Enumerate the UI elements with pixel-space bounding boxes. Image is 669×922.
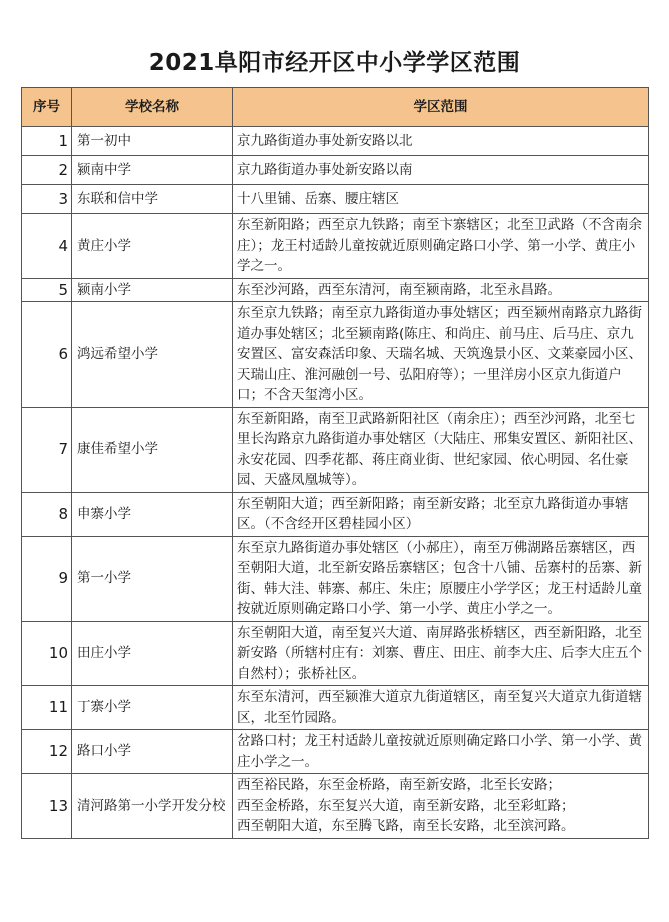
row-number: 2 bbox=[22, 156, 72, 185]
district-range: 东至京九铁路；南至京九路街道办事处辖区；西至颍州南路京九路街道办事处辖区；北至颍南路(陈庄、和尚庄、前马庄、后马庄、京九安置区、富安森活印象、天瑞名城、天筑逸景小区、文莱豪园小区、天瑞山庄、淮河融创一号、弘阳府等）；一里洋房小区京九街道户口；不含天玺湾小区。 bbox=[233, 302, 649, 408]
district-range: 东至朝阳大道，南至复兴大道、南屏路张桥辖区，西至新阳路，北至新安路（所辖村庄有：刘寨、曹庄、田庄、前李大庄、后李大庄五个自然村）；张桥社区。 bbox=[233, 621, 649, 686]
school-name: 路口小学 bbox=[72, 730, 233, 774]
header-district-range: 学区范围 bbox=[233, 88, 649, 127]
district-range: 京九路街道办事处新安路以南 bbox=[233, 156, 649, 185]
school-name: 颍南中学 bbox=[72, 156, 233, 185]
table-row bbox=[22, 492, 649, 536]
table-row bbox=[22, 730, 649, 774]
row-number: 13 bbox=[22, 774, 72, 839]
table-row bbox=[22, 536, 649, 621]
table-row bbox=[22, 774, 649, 839]
school-district-table bbox=[21, 87, 649, 839]
header-number: 序号 bbox=[22, 88, 72, 127]
table-row bbox=[22, 302, 649, 408]
table-row bbox=[22, 156, 649, 185]
school-name: 第一初中 bbox=[72, 127, 233, 156]
district-range: 岔路口村；龙王村适龄儿童按就近原则确定路口小学、第一小学、黄庄小学之一。 bbox=[233, 730, 649, 774]
district-range bbox=[233, 774, 649, 839]
school-name: 申寨小学 bbox=[72, 492, 233, 536]
school-name: 黄庄小学 bbox=[72, 214, 233, 279]
table-row bbox=[22, 185, 649, 214]
school-name: 清河路第一小学开发分校 bbox=[72, 774, 233, 839]
school-name: 康佳希望小学 bbox=[72, 407, 233, 492]
school-name: 东联和信中学 bbox=[72, 185, 233, 214]
district-range-line: 西至朝阳大道，东至腾飞路，南至长安路，北至滨河路。 bbox=[237, 818, 575, 834]
district-range: 京九路街道办事处新安路以北 bbox=[233, 127, 649, 156]
district-range: 十八里铺、岳寨、腰庄辖区 bbox=[233, 185, 649, 214]
row-number: 8 bbox=[22, 492, 72, 536]
row-number: 1 bbox=[22, 127, 72, 156]
row-number: 7 bbox=[22, 407, 72, 492]
district-range: 东至新阳路；西至京九铁路；南至卞寨辖区；北至卫武路（不含南余庄）；龙王村适龄儿童按就近原则确定路口小学、第一小学、黄庄小学之一。 bbox=[233, 214, 649, 279]
district-range: 东至新阳路，南至卫武路新阳社区（南余庄）；西至沙河路，北至七里长沟路京九路街道办事处辖区（大陆庄、邢集安置区、新阳社区、永安花园、四季花都、蒋庄商业街、世纪家园、依心明园、名仕豪园、天盛凤凰城等）。 bbox=[233, 407, 649, 492]
district-range: 东至东清河，西至颍淮大道京九街道辖区，南至复兴大道京九街道辖区，北至竹园路。 bbox=[233, 686, 649, 730]
header-school-name: 学校名称 bbox=[72, 88, 233, 127]
table-row bbox=[22, 214, 649, 279]
school-name: 丁寨小学 bbox=[72, 686, 233, 730]
district-range: 东至京九路街道办事处辖区（小郝庄），南至万佛湖路岳寨辖区，西至朝阳大道，北至新安路岳寨辖区；包含十八铺、岳寨村的岳寨、新街、韩大洼、韩寨、郝庄、朱庄；原腰庄小学学区；龙王村适龄儿童按就近原则确定路口小学、第一小学、黄庄小学之一。 bbox=[233, 536, 649, 621]
table-row bbox=[22, 278, 649, 302]
school-name: 颍南小学 bbox=[72, 278, 233, 302]
row-number: 4 bbox=[22, 214, 72, 279]
district-range: 东至沙河路，西至东清河，南至颍南路，北至永昌路。 bbox=[233, 278, 649, 302]
table-row bbox=[22, 407, 649, 492]
district-range: 东至朝阳大道；西至新阳路；南至新安路；北至京九路街道办事辖区。（不含经开区碧桂园小区） bbox=[233, 492, 649, 536]
row-number: 9 bbox=[22, 536, 72, 621]
school-name: 鸿远希望小学 bbox=[72, 302, 233, 408]
district-range-line: 西至裕民路，东至金桥路，南至新安路，北至长安路； bbox=[237, 777, 561, 793]
table-row bbox=[22, 127, 649, 156]
district-range-line: 西至金桥路，东至复兴大道，南至新安路，北至彩虹路； bbox=[237, 797, 575, 814]
page-title: 2021阜阳市经开区中小学学区范围 bbox=[148, 50, 521, 76]
school-name: 田庄小学 bbox=[72, 621, 233, 686]
table-row bbox=[22, 686, 649, 730]
table-header-row bbox=[22, 88, 649, 127]
row-number: 6 bbox=[22, 302, 72, 408]
row-number: 3 bbox=[22, 185, 72, 214]
row-number: 11 bbox=[22, 686, 72, 730]
row-number: 10 bbox=[22, 621, 72, 686]
row-number: 12 bbox=[22, 730, 72, 774]
table-row bbox=[22, 621, 649, 686]
row-number: 5 bbox=[22, 278, 72, 302]
school-name: 第一小学 bbox=[72, 536, 233, 621]
